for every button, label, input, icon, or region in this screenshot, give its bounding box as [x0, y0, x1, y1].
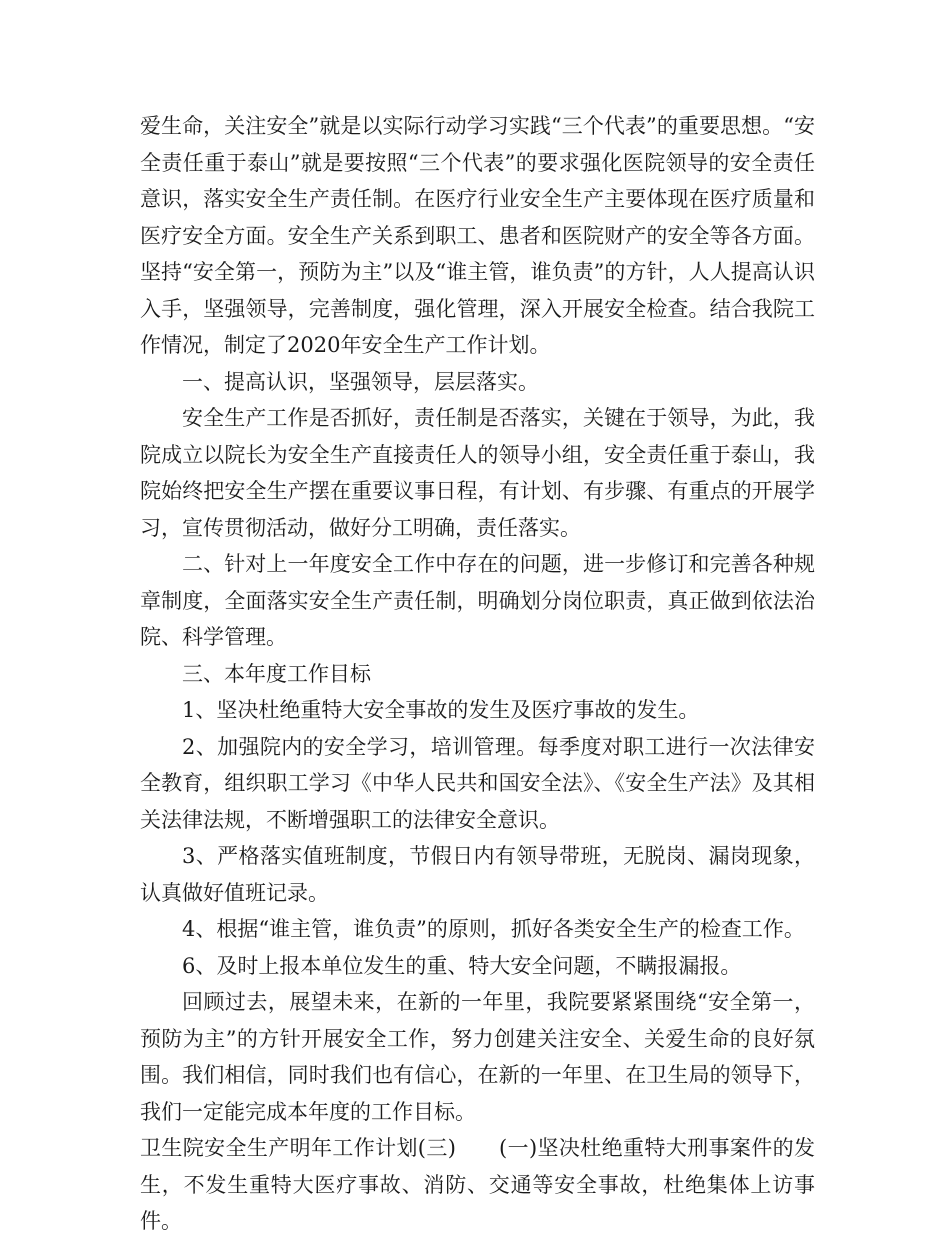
section-heading-2: 二、针对上一年度安全工作中存在的问题，进一步修订和完善各种规章制度，全面落实安全生产责任制，明确划分岗位职责，真正做到依法治院、科学管理。 [140, 552, 815, 649]
goal-item-2: 2、加强院内的安全学习，培训管理。每季度对职工进行一次法律安全教育，组织职工学习《中华人民共和国安全法》、《安全生产法》及其相关法律法规，不断增强职工的法律安全意识。 [140, 734, 815, 832]
goal-item-4: 4、根据“谁主管，谁负责”的原则，抓好各类安全生产的检查工作。 [182, 917, 805, 941]
paragraph-leadership: 安全生产工作是否抓好，责任制是否落实，关键在于领导，为此，我院成立以院长为安全生产直接责任人的领导小组，安全责任重于泰山，我院始终把安全生产摆在重要议事日程，有计划、有步骤、有重点的开展学习，宣传贯彻活动，做好分工明确，责任落实。 [140, 406, 815, 540]
goal-item-1: 1、坚决杜绝重特大安全事故的发生及医疗事故的发生。 [182, 698, 700, 722]
paragraph-plan-three: 卫生院安全生产明年工作计划(三) (一)坚决杜绝重特大刑事案件的发生，不发生重特大医疗事故、消防、交通等安全事故，杜绝集体上访事件。 [140, 1136, 815, 1233]
goal-item-6: 6、及时上报本单位发生的重、特大安全问题，不瞒报漏报。 [182, 953, 742, 978]
paragraph-conclusion: 回顾过去，展望未来，在新的一年里，我院要紧紧围绕“安全第一，预防为主”的方针开展安全工作，努力创建关注安全、关爱生命的良好氛围。我们相信，同时我们也有信心，在新的一年里、在卫生局的领导下，我们一定能完成本年度的工作目标。 [140, 990, 815, 1124]
section-heading-3: 三、本年度工作目标 [182, 661, 371, 686]
goal-item-3: 3、严格落实值班制度，节假日内有领导带班，无脱岗、漏岗现象，认真做好值班记录。 [140, 844, 815, 905]
document-body [140, 108, 815, 1240]
section-heading-1: 一、提高认识，坚强领导，层层落实。 [182, 369, 539, 394]
paragraph-intro: 爱生命，关注安全”就是以实际行动学习实践“三个代表”的重要思想。“安全责任重于泰山”就是要按照“三个代表”的要求强化医院领导的安全责任意识，落实安全生产责任制。在医疗行业安全生产主要体现在医疗质量和医疗安全方面。安全生产关系到职工、患者和医院财产的安全等各方面。坚持“安全第一，预防为主”以及“谁主管，谁负责”的方针，人人提高认识入手，坚强领导，完善制度，强化管理，深入开展安全检查。结合我院工作情况，制定了2020年安全生产工作计划。 [140, 114, 815, 357]
